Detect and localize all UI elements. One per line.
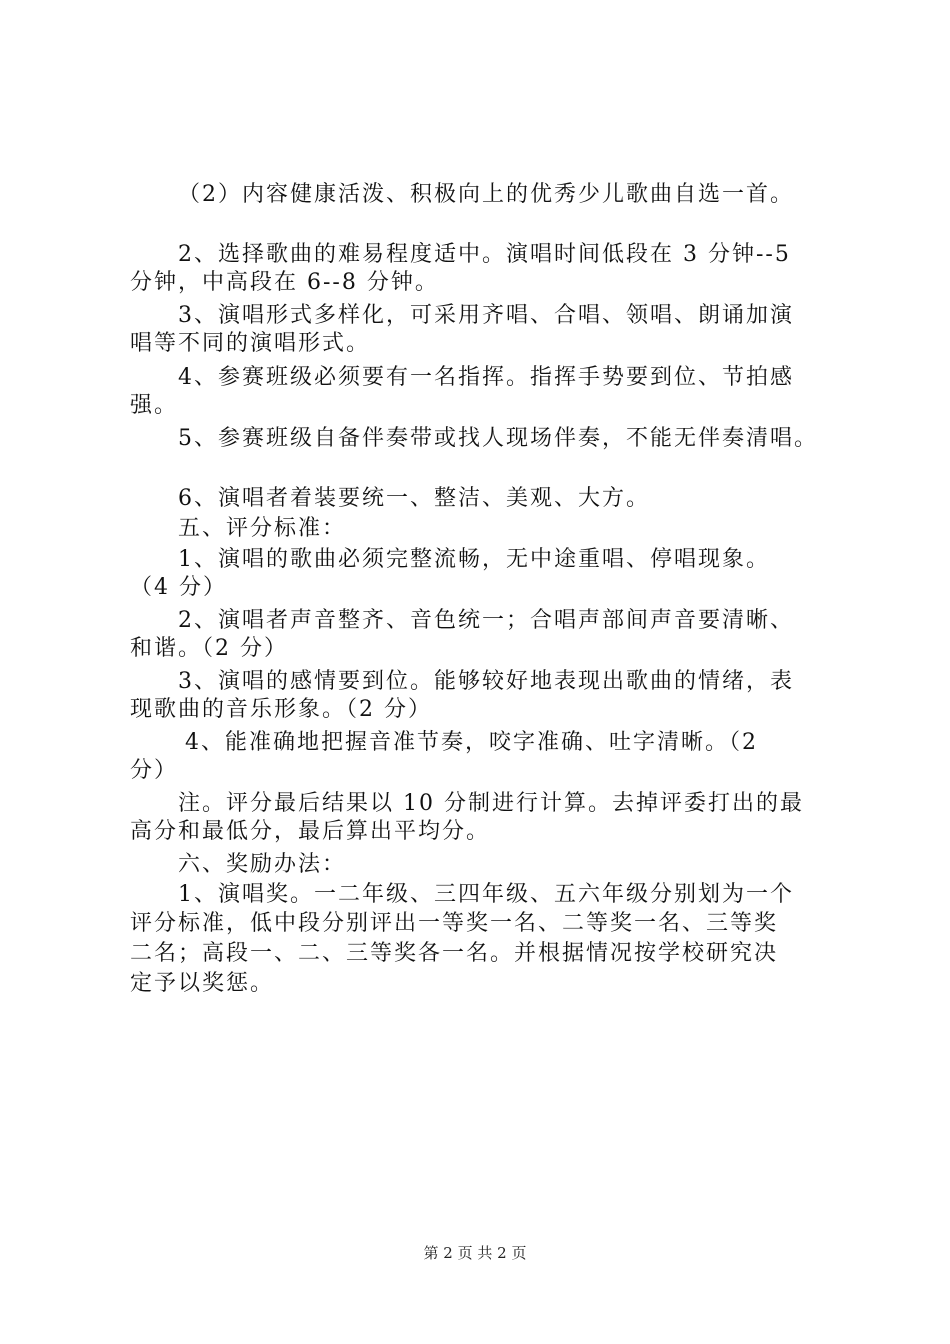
text-line: 和谐。（2 分） [130,636,288,661]
page-number-footer: 第 2 页 共 2 页 [423,1244,527,1262]
text-line: 3、演唱形式多样化，可采用齐唱、合唱、领唱、朗诵加演 [178,303,794,328]
text-line: 唱等不同的演唱形式。 [130,331,371,356]
text-line: 高分和最低分，最后算出平均分。 [130,819,491,844]
text-line: （2）内容健康活泼、积极向上的优秀少儿歌曲自选一首。 [178,182,794,207]
text-line: 4、能准确地把握音准节奏，咬字准确、吐字清晰。（2 [185,730,758,755]
text-line: 二名；高段一、二、三等奖各一名。并根据情况按学校研究决 [130,941,779,966]
text-line: 分） [130,758,179,783]
text-line: 分钟，中高段在 6--8 分钟。 [130,270,439,295]
text-line: 现歌曲的音乐形象。（2 分） [130,697,432,722]
text-line: 1、演唱的歌曲必须完整流畅，无中途重唱、停唱现象。 [178,547,770,572]
section-heading: 五、评分标准： [178,516,347,541]
text-line: 2、选择歌曲的难易程度适中。演唱时间低段在 3 分钟--5 [178,242,791,267]
text-line: 4、参赛班级必须要有一名指挥。指挥手势要到位、节拍感 [178,365,794,390]
text-line: 2、演唱者声音整齐、音色统一；合唱声部间声音要清晰、 [178,608,794,633]
text-line: （4 分） [130,575,227,600]
section-heading: 六、奖励办法： [178,852,347,877]
text-line: 5、参赛班级自备伴奏带或找人现场伴奏，不能无伴奏清唱。 [178,426,818,451]
text-line: 注。评分最后结果以 10 分制进行计算。去掉评委打出的最 [178,791,804,816]
text-line: 3、演唱的感情要到位。能够较好地表现出歌曲的情绪，表 [178,669,794,694]
text-line: 评分标准，低中段分别评出一等奖一名、二等奖一名、三等奖 [130,911,779,936]
text-line: 强。 [130,393,179,418]
text-line: 6、演唱者着装要统一、整洁、美观、大方。 [178,486,650,511]
text-line: 定予以奖惩。 [130,971,275,996]
text-line: 1、演唱奖。一二年级、三四年级、五六年级分别划为一个 [178,882,794,907]
